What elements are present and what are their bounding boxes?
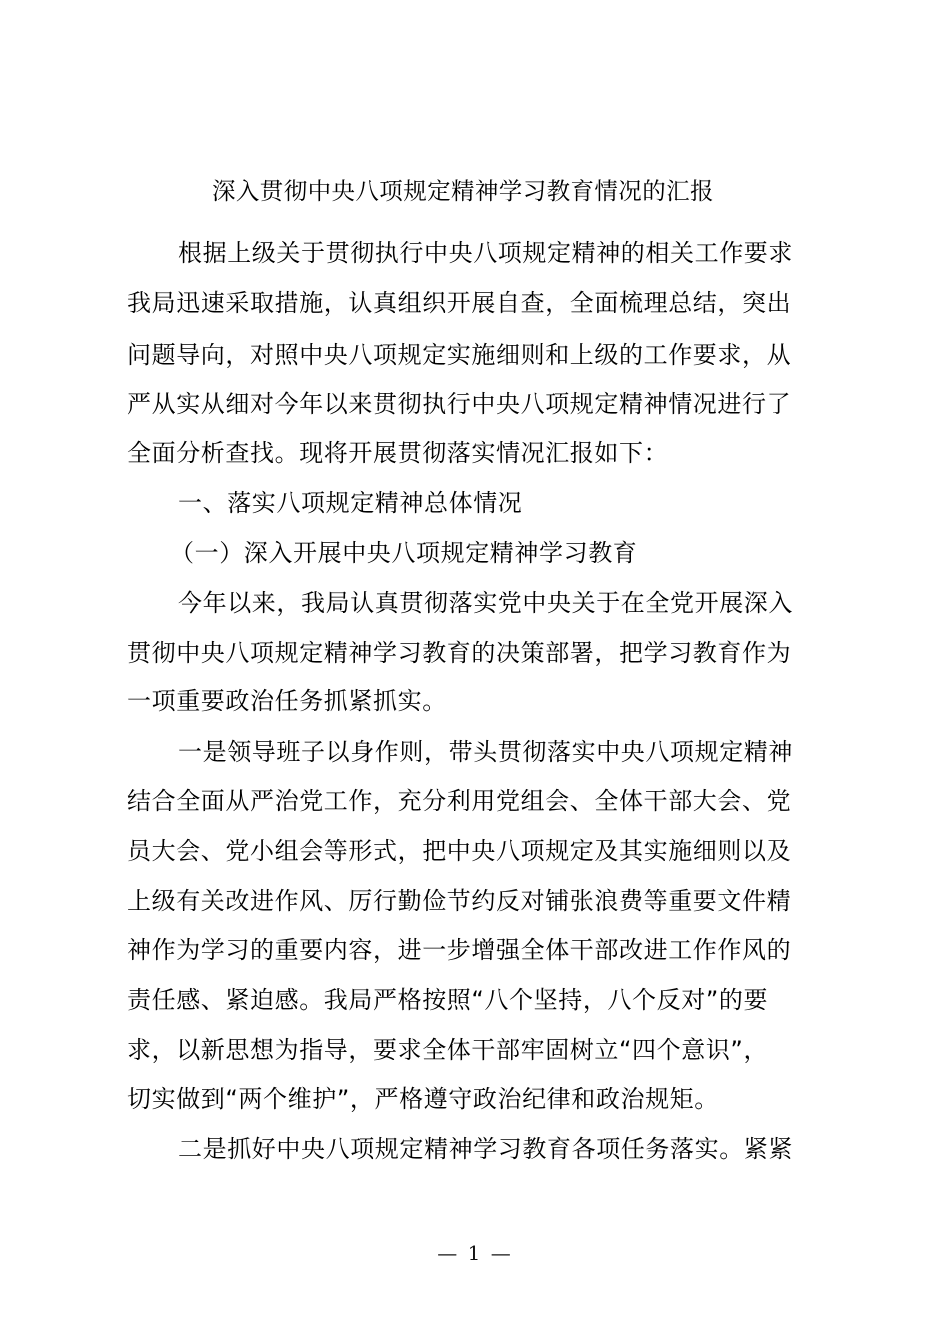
paragraph-line: 一项重要政治任务抓紧抓实。: [127, 687, 447, 715]
paragraph-line: 员大会、党小组会等形式，把中央八项规定及其实施细则以及: [127, 837, 792, 865]
intro-line: 根据上级关于贯彻执行中央八项规定精神的相关工作要求: [178, 239, 793, 267]
intro-line: 全面分析查找。现将开展贯彻落实情况汇报如下：: [127, 439, 669, 467]
paragraph-line: 责任感、紧迫感。我局严格按照“八个坚持，八个反对”的要: [127, 986, 769, 1014]
paragraph-line: 切实做到“两个维护”，严格遵守政治纪律和政治规矩。: [127, 1085, 719, 1113]
paragraph-line: 结合全面从严治党工作，充分利用党组会、全体干部大会、党: [127, 787, 792, 815]
paragraph-line: 贯彻中央八项规定精神学习教育的决策部署，把学习教育作为: [127, 639, 792, 667]
paragraph-line: 今年以来，我局认真贯彻落实党中央关于在全党开展深入: [178, 589, 793, 617]
intro-line: 严从实从细对今年以来贯彻执行中央八项规定精神情况进行了: [127, 390, 792, 418]
subsection-heading: （一）深入开展中央八项规定精神学习教育: [170, 539, 638, 567]
paragraph-line: 神作为学习的重要内容，进一步增强全体干部改进工作作风的: [127, 936, 792, 964]
paragraph-line: 二是抓好中央八项规定精神学习教育各项任务落实。紧紧: [178, 1135, 793, 1163]
document-title: 深入贯彻中央八项规定精神学习教育情况的汇报: [212, 177, 714, 205]
paragraph-line: 一是领导班子以身作则，带头贯彻落实中央八项规定精神: [178, 738, 793, 766]
section-heading: 一、落实八项规定精神总体情况: [178, 489, 523, 517]
paragraph-line: 上级有关改进作风、厉行勤俭节约反对铺张浪费等重要文件精: [127, 887, 792, 915]
intro-line: 问题导向，对照中央八项规定实施细则和上级的工作要求，从: [127, 341, 792, 369]
page-number: — 1 —: [437, 1241, 513, 1265]
intro-line: 我局迅速采取措施，认真组织开展自查，全面梳理总结，突出: [127, 289, 792, 317]
paragraph-line: 求，以新思想为指导，要求全体干部牢固树立“四个意识”，: [127, 1036, 769, 1064]
